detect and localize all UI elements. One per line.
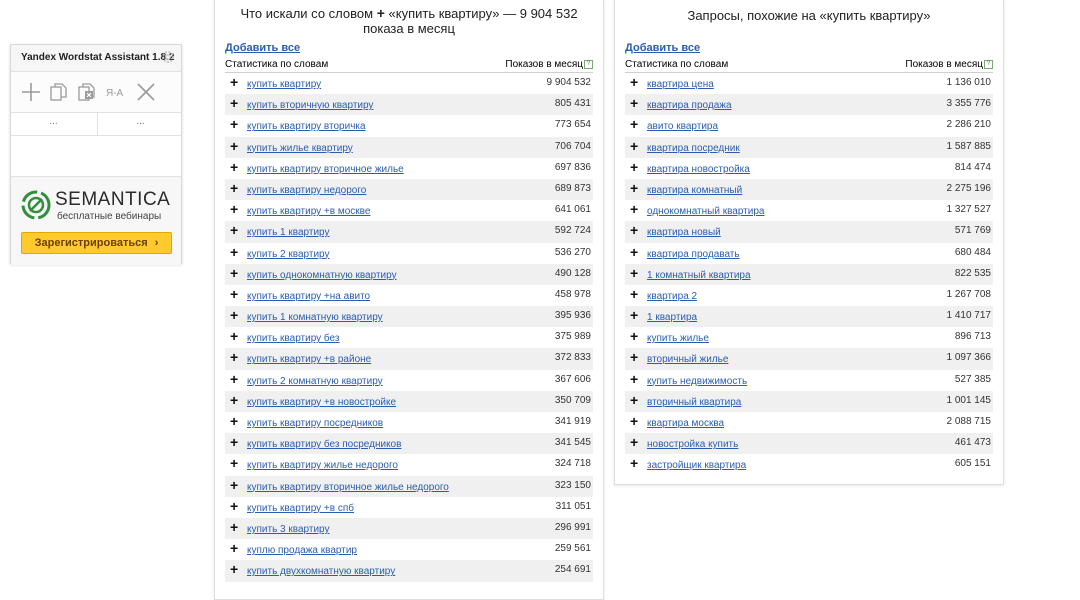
shows-count: 1 097 366 xyxy=(946,352,991,364)
keyword-link[interactable]: купить квартиру +в москве xyxy=(247,206,371,218)
shows-count: 259 561 xyxy=(554,543,591,555)
add-keyword-plus-icon[interactable]: + xyxy=(230,455,239,472)
add-keyword-plus-icon[interactable]: + xyxy=(230,201,239,218)
add-keyword-plus-icon[interactable]: + xyxy=(630,179,639,196)
table-row xyxy=(225,518,593,539)
keyword-link[interactable]: купить 3 квартиру xyxy=(247,523,330,535)
table-row xyxy=(225,370,593,391)
add-keyword-plus-icon[interactable]: + xyxy=(230,434,239,451)
shows-count: 1 136 010 xyxy=(946,77,991,88)
add-keyword-plus-icon[interactable]: + xyxy=(630,74,639,90)
table-row xyxy=(225,200,593,221)
left-title-suffix: «купить квартиру» — 9 904 532 xyxy=(388,6,578,21)
shows-count: 697 836 xyxy=(554,161,591,173)
add-keyword-plus-icon[interactable]: + xyxy=(630,116,639,133)
table-row xyxy=(625,454,993,475)
shows-count: 571 769 xyxy=(954,225,991,237)
table-row xyxy=(625,370,993,391)
keyword-link[interactable]: купить квартиру недорого xyxy=(247,184,367,196)
widget-toolbar xyxy=(11,72,181,113)
close-icon[interactable] xyxy=(135,81,157,103)
keyword-link[interactable]: застройщик квартира xyxy=(647,460,747,472)
keyword-link[interactable]: квартира продавать xyxy=(647,248,740,260)
table-row xyxy=(225,158,593,179)
keyword-link[interactable]: авито квартира xyxy=(647,121,719,133)
table-row xyxy=(625,73,993,94)
shows-count: 341 919 xyxy=(554,416,591,427)
add-keyword-plus-icon[interactable]: + xyxy=(630,201,639,218)
add-keyword-plus-icon[interactable]: + xyxy=(630,391,639,408)
keyword-link[interactable]: купить квартиру вторичное жилье недорого xyxy=(247,481,449,493)
add-keyword-plus-icon[interactable]: + xyxy=(630,413,639,429)
widget-header xyxy=(11,45,181,72)
shows-count: 822 535 xyxy=(954,267,991,279)
table-row xyxy=(225,539,593,560)
related-words-panel xyxy=(214,0,604,600)
add-keyword-plus-icon[interactable]: + xyxy=(230,540,239,557)
add-all-link-right[interactable]: Добавить все xyxy=(625,42,701,54)
add-keyword-plus-icon[interactable]: + xyxy=(230,264,239,281)
plus-icon[interactable]: + xyxy=(376,5,385,21)
add-keyword-plus-icon[interactable]: + xyxy=(630,370,639,387)
shows-count: 1 587 885 xyxy=(946,140,991,152)
plus-icon[interactable] xyxy=(20,81,42,103)
left-table-header xyxy=(225,58,593,73)
excel-icon[interactable] xyxy=(76,81,98,103)
add-all-link-left[interactable]: Добавить все xyxy=(225,42,301,54)
add-keyword-plus-icon[interactable]: + xyxy=(230,243,239,260)
shows-count: 458 978 xyxy=(554,288,591,300)
keyword-link[interactable]: купить однокомнатную квартиру xyxy=(247,269,397,281)
table-row xyxy=(225,115,593,136)
table-row xyxy=(225,264,593,285)
shows-count: 375 989 xyxy=(554,331,591,343)
wordstat-assistant-widget xyxy=(10,44,182,264)
add-keyword-plus-icon[interactable]: + xyxy=(230,349,239,366)
shows-count: 311 051 xyxy=(555,500,591,512)
table-row xyxy=(225,94,593,115)
keyword-link[interactable]: вторичный квартира xyxy=(647,396,742,408)
add-keyword-plus-icon[interactable]: + xyxy=(630,285,639,302)
shows-count: 323 150 xyxy=(554,479,591,491)
add-keyword-plus-icon[interactable]: + xyxy=(230,95,239,112)
keyword-link[interactable]: купить жилье xyxy=(647,333,709,345)
table-row xyxy=(625,94,993,115)
table-row xyxy=(625,221,993,242)
add-keyword-plus-icon[interactable]: + xyxy=(630,455,639,472)
table-row xyxy=(225,433,593,454)
left-title-prefix: Что искали со словом xyxy=(240,6,374,21)
widget-tab-right[interactable]: ... xyxy=(97,113,183,135)
col-shows-header xyxy=(505,59,593,70)
keyword-link[interactable]: купить квартиру вторичное жилье xyxy=(247,163,404,175)
add-keyword-plus-icon[interactable]: + xyxy=(230,561,239,578)
keyword-link[interactable]: купить 1 квартиру xyxy=(247,227,330,239)
keyword-link[interactable]: вторичный жилье xyxy=(647,354,729,366)
shows-count: 896 713 xyxy=(954,331,991,343)
keyword-link[interactable]: квартира москва xyxy=(647,418,725,429)
shows-count: 805 431 xyxy=(554,98,591,110)
keyword-link[interactable]: купить вторичную квартиру xyxy=(247,100,374,112)
semantica-promo xyxy=(11,177,181,265)
help-icon[interactable]: ? xyxy=(584,60,593,69)
table-row xyxy=(625,158,993,179)
widget-tab-left[interactable]: ... xyxy=(49,116,58,127)
similar-queries-panel xyxy=(614,0,1004,485)
widget-content-area xyxy=(11,136,181,177)
add-keyword-plus-icon[interactable]: + xyxy=(630,328,639,345)
keyword-link[interactable]: купить жилье квартиру xyxy=(247,142,353,154)
table-row xyxy=(625,285,993,306)
keyword-link[interactable]: квартира цена xyxy=(647,79,714,90)
keyword-link[interactable]: квартира новый xyxy=(647,227,721,239)
add-keyword-plus-icon[interactable]: + xyxy=(630,158,639,175)
add-keyword-plus-icon[interactable]: + xyxy=(230,370,239,387)
svg-text:Я-А: Я-А xyxy=(106,88,124,99)
table-row xyxy=(625,327,993,348)
keyword-link[interactable]: купить квартиру +на авито xyxy=(247,290,371,302)
shows-count: 367 606 xyxy=(554,373,591,385)
add-keyword-plus-icon[interactable]: + xyxy=(630,349,639,366)
left-title-line2: показа в месяц xyxy=(363,21,455,36)
add-keyword-plus-icon[interactable]: + xyxy=(630,307,639,324)
keyword-link[interactable]: квартира посредник xyxy=(647,142,740,154)
col-words-header: Статистика по словам xyxy=(625,59,729,70)
right-table-body xyxy=(625,73,993,476)
table-row xyxy=(225,306,593,327)
shows-count: 1 410 717 xyxy=(946,310,991,322)
shows-count: 773 654 xyxy=(554,119,591,131)
keyword-link[interactable]: однокомнатный квартира xyxy=(647,206,765,218)
add-keyword-plus-icon[interactable]: + xyxy=(630,222,639,239)
shows-count: 254 691 xyxy=(554,564,591,576)
semantica-logo-icon xyxy=(21,190,51,220)
keyword-link[interactable]: 1 комнатный квартира xyxy=(647,269,751,281)
keyword-link[interactable]: новостройка купить xyxy=(647,439,739,451)
shows-count: 324 718 xyxy=(554,458,591,470)
col-shows-header xyxy=(905,59,993,70)
add-keyword-plus-icon[interactable]: + xyxy=(230,518,239,535)
add-keyword-plus-icon[interactable]: + xyxy=(230,328,239,345)
shows-count: 536 270 xyxy=(554,246,591,258)
table-row xyxy=(225,327,593,348)
shows-count: 680 484 xyxy=(954,246,991,258)
keyword-link[interactable]: куплю продажа квартир xyxy=(247,545,357,557)
add-keyword-plus-icon[interactable]: + xyxy=(230,116,239,133)
keyword-link[interactable]: купить квартиру +в районе xyxy=(247,354,372,366)
right-table-header xyxy=(625,58,993,73)
keyword-link[interactable]: купить 2 квартиру xyxy=(247,248,330,260)
shows-count: 341 545 xyxy=(554,437,591,449)
keyword-link[interactable]: квартира 2 xyxy=(647,290,698,302)
add-keyword-plus-icon[interactable]: + xyxy=(230,307,239,324)
shows-count: 592 724 xyxy=(554,225,591,237)
table-row xyxy=(625,391,993,412)
shows-count: 605 151 xyxy=(954,458,991,470)
add-keyword-plus-icon[interactable]: + xyxy=(230,497,239,514)
table-row xyxy=(625,412,993,433)
table-row xyxy=(625,179,993,200)
table-row xyxy=(225,137,593,158)
keyword-link[interactable]: купить квартиру xyxy=(247,79,322,90)
semantica-brand: SEMANTICA xyxy=(55,189,171,210)
shows-count: 461 473 xyxy=(954,437,991,449)
keyword-link[interactable]: купить 1 комнатную квартиру xyxy=(247,312,383,324)
copy-icon[interactable] xyxy=(48,81,70,103)
keyword-link[interactable]: купить недвижимость xyxy=(647,375,748,387)
keyword-link[interactable]: купить двухкомнатную квартиру xyxy=(247,566,396,578)
table-row xyxy=(225,476,593,497)
add-keyword-plus-icon[interactable]: + xyxy=(630,264,639,281)
shows-count: 527 385 xyxy=(954,373,991,385)
add-keyword-plus-icon[interactable]: + xyxy=(630,95,639,112)
keyword-link[interactable]: квартира продажа xyxy=(647,100,732,112)
right-panel-title: Запросы, похожие на «купить квартиру» xyxy=(687,8,931,23)
table-row xyxy=(625,306,993,327)
add-keyword-plus-icon[interactable]: + xyxy=(630,243,639,260)
add-keyword-plus-icon[interactable]: + xyxy=(230,158,239,175)
add-keyword-plus-icon[interactable]: + xyxy=(630,137,639,154)
table-row xyxy=(625,348,993,369)
add-keyword-plus-icon[interactable]: + xyxy=(230,476,239,493)
table-row xyxy=(225,243,593,264)
add-keyword-plus-icon[interactable]: + xyxy=(230,222,239,239)
shows-count: 1 267 708 xyxy=(946,288,991,300)
add-keyword-plus-icon[interactable]: + xyxy=(230,391,239,408)
table-row xyxy=(625,243,993,264)
keyword-link[interactable]: купить квартиру +в новостройке xyxy=(247,396,397,408)
table-row xyxy=(625,115,993,136)
table-row xyxy=(225,348,593,369)
shows-count: 2 286 210 xyxy=(946,119,991,131)
table-row xyxy=(225,454,593,475)
keyword-link[interactable]: купить 2 комнатную квартиру xyxy=(247,375,383,387)
add-keyword-plus-icon[interactable]: + xyxy=(230,413,239,429)
shows-count: 372 833 xyxy=(554,352,591,364)
shows-count: 490 128 xyxy=(554,267,591,279)
shows-count: 2 088 715 xyxy=(946,416,991,427)
shows-count: 9 904 532 xyxy=(546,77,591,88)
shows-count: 641 061 xyxy=(554,204,591,216)
table-row xyxy=(225,497,593,518)
add-keyword-plus-icon[interactable]: + xyxy=(230,179,239,196)
chevron-right-icon: › xyxy=(154,237,159,249)
col-shows-label: Показов в месяц xyxy=(905,59,983,70)
keyword-link[interactable]: купить квартиру посредников xyxy=(247,418,384,429)
table-row xyxy=(225,221,593,242)
table-row xyxy=(625,200,993,221)
shows-count: 689 873 xyxy=(554,182,591,194)
table-row xyxy=(225,285,593,306)
gear-icon[interactable] xyxy=(161,50,175,64)
keyword-link[interactable]: купить квартиру +в спб xyxy=(247,502,355,514)
table-row xyxy=(225,179,593,200)
add-keyword-plus-icon[interactable]: + xyxy=(230,74,239,90)
keyword-link[interactable]: 1 квартира xyxy=(647,312,698,324)
keyword-link[interactable]: купить квартиру жилье недорого xyxy=(247,460,398,472)
shows-count: 296 991 xyxy=(554,521,591,533)
help-icon[interactable]: ? xyxy=(984,60,993,69)
keyword-link[interactable]: купить квартиру вторичка xyxy=(247,121,366,133)
table-row xyxy=(625,264,993,285)
shows-count: 350 709 xyxy=(554,394,591,406)
semantica-subtitle: бесплатные вебинары xyxy=(57,211,162,222)
left-table-body xyxy=(225,73,593,582)
shows-count: 1 001 145 xyxy=(946,394,991,406)
keyword-link[interactable]: купить квартиру без xyxy=(247,333,340,345)
register-button-label: Зарегистрироваться xyxy=(34,237,148,249)
translit-icon[interactable] xyxy=(105,81,131,103)
left-panel-title xyxy=(215,6,603,36)
shows-count: 814 474 xyxy=(954,161,991,173)
shows-count: 2 275 196 xyxy=(946,182,991,194)
table-row xyxy=(625,433,993,454)
shows-count: 395 936 xyxy=(554,310,591,322)
table-row xyxy=(225,412,593,433)
add-keyword-plus-icon[interactable]: + xyxy=(230,285,239,302)
widget-tabs xyxy=(11,113,181,136)
add-keyword-plus-icon[interactable]: + xyxy=(230,137,239,154)
shows-count: 1 327 527 xyxy=(946,204,991,216)
table-row xyxy=(225,391,593,412)
table-row xyxy=(225,73,593,94)
table-row xyxy=(625,137,993,158)
keyword-link[interactable]: купить квартиру без посредников xyxy=(247,439,402,451)
table-row xyxy=(225,560,593,581)
keyword-link[interactable]: квартира комнатный xyxy=(647,184,743,196)
col-words-header: Статистика по словам xyxy=(225,59,329,70)
widget-title: Yandex Wordstat Assistant 1.8.2 xyxy=(21,52,175,63)
add-keyword-plus-icon[interactable]: + xyxy=(630,434,639,451)
shows-count: 3 355 776 xyxy=(946,98,991,110)
col-shows-label: Показов в месяц xyxy=(505,59,583,70)
keyword-link[interactable]: квартира новостройка xyxy=(647,163,750,175)
shows-count: 706 704 xyxy=(554,140,591,152)
register-button[interactable] xyxy=(21,232,172,254)
